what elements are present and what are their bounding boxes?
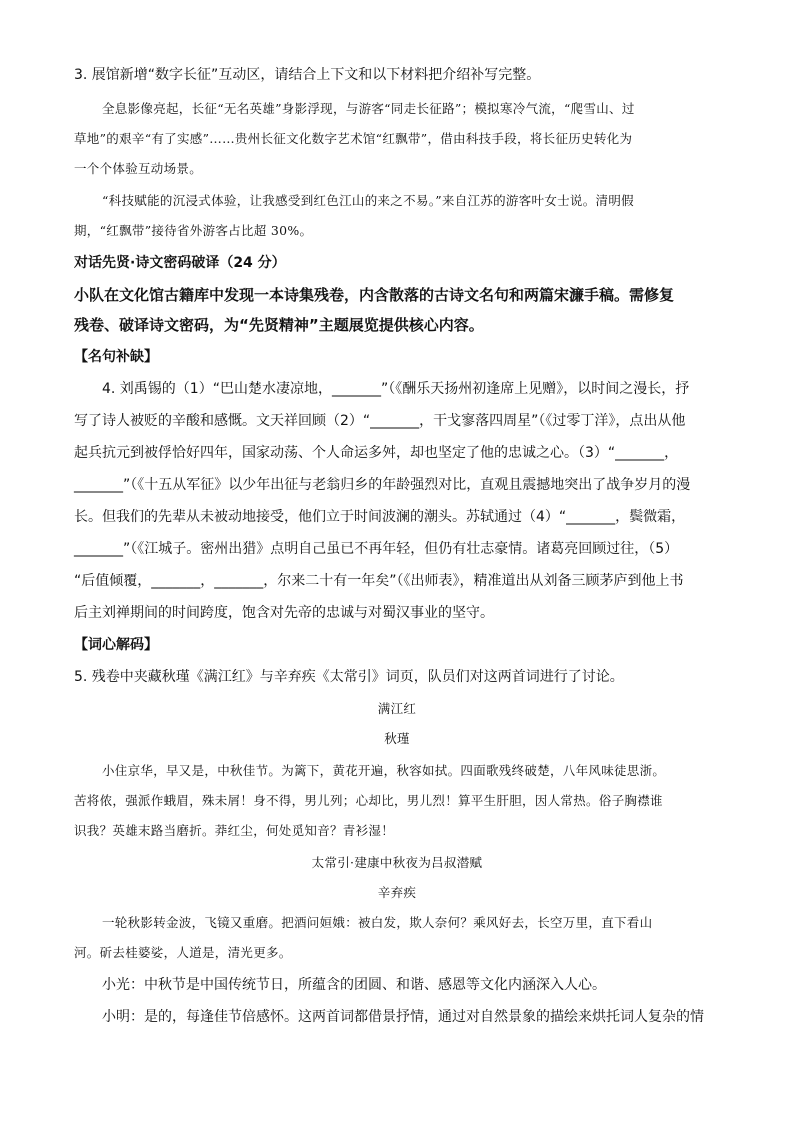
q4-line: 后主刘禅期间的时间跨度，饱含对先帝的忠诚与对蜀汉事业的坚守。 <box>74 605 494 621</box>
poem2-line: 河。斫去桂婆娑，人道是，清光更多。 <box>74 945 292 960</box>
poem1-line: 苦将侬，强派作蛾眉，殊未屑！身不得，男儿列；心却比，男儿烈！算平生肝胆，因人常热。俗子胸襟谁 <box>74 793 663 808</box>
q4-line: 4. 刘禹锡的（1）“巴山楚水凄凉地，_______”（《酬乐天扬州初逢席上见赠》，以时间之漫长，抒 <box>102 381 690 397</box>
poem1-line: 小住京华，早又是，中秋佳节。为篱下，黄花开遍，秋容如拭。四面歌残终破楚，八年风味徒思浙。 <box>102 763 666 778</box>
q4-line: 写了诗人被贬的辛酸和感慨。文天祥回顾（2）“_______，干戈寥落四周星”（《过零丁洋》，点出从他 <box>74 413 686 429</box>
dialogue-line: 小明：是的，每逢佳节倍感怀。这两首词都借景抒情，通过对自然景象的描绘来烘托词人复杂的情 <box>102 1009 704 1025</box>
section-title: 对话先贤·诗文密码破译（24 分） <box>74 255 286 271</box>
dialogue-line: 小光：中秋节是中国传统节日，所蕴含的团圆、和谐、感恩等文化内涵深入人心。 <box>102 977 606 993</box>
poem2-line: 一轮秋影转金波，飞镜又重磨。把酒问姮娥：被白发，欺人奈何？乘风好去，长空万里，直下看山 <box>102 915 653 930</box>
subsection-heading-ci: 【词心解码】 <box>74 637 158 653</box>
q4-line: 长。但我们的先辈从未被动地接受，他们立于时间波澜的潮头。苏轼通过（4）“_______，鬓微霜， <box>74 509 686 525</box>
poem1-title: 满江红 <box>377 701 417 716</box>
poem2-author: 辛弃疾 <box>377 885 417 900</box>
subsection-heading-quotes: 【名句补缺】 <box>74 349 158 365</box>
section-intro-line: 残卷、破译诗文密码，为“先贤精神”主题展览提供核心内容。 <box>74 316 484 334</box>
question-5-intro: 5. 残卷中夹藏秋瑾《满江红》与辛弃疾《太常引》词页，队员们对这两首词进行了讨论。 <box>74 669 624 685</box>
poem1-author: 秋瑾 <box>384 731 410 746</box>
q3-material-line: 全息影像亮起，长征“无名英雄”身影浮现，与游客“同走长征路”；模拟寒冷气流，“爬雪山、过 <box>102 101 635 116</box>
question-3-prompt: 3. 展馆新增“数字长征”互动区，请结合上下文和以下材料把介绍补写完整。 <box>74 67 541 83</box>
q3-material-line: 一个个体验互动场景。 <box>74 161 203 176</box>
q3-material-line: 期，“红飘带”接待省外游客占比超 30%。 <box>74 223 313 238</box>
poem1-line: 识我？英雄末路当磨折。莽红尘，何处觅知音？青衫湿！ <box>74 823 395 838</box>
q4-line: “后值倾覆，_______，_______，尔来二十有一年矣”（《出师表》，精准道出从刘备三顾茅庐到他上书 <box>74 573 684 589</box>
q4-line: _______”（《十五从军征》以少年出征与老翁归乡的年龄强烈对比，直观且震撼地突出了战争岁月的漫 <box>74 477 691 493</box>
q4-line: _______”（《江城子。密州出猎》点明自己虽已不再年轻，但仍有壮志豪情。诸葛亮回顾过往，（5） <box>74 541 679 557</box>
q3-material-line: 草地”的艰辛“有了实感”……贵州长征文化数字艺术馆“红飘带”，借由科技手段，将长征历史转化为 <box>74 131 633 146</box>
section-intro-line: 小队在文化馆古籍库中发现一本诗集残卷，内含散落的古诗文名句和两篇宋濂手稿。需修复 <box>74 286 675 304</box>
q3-material-line: “科技赋能的沉浸式体验，让我感受到红色江山的来之不易。”来自江苏的游客叶女士说。清明假 <box>102 193 634 208</box>
poem2-title: 太常引·建康中秋夜为吕叔潜赋 <box>311 855 483 870</box>
q4-line: 起兵抗元到被俘恰好四年，国家动荡、个人命运多舛，却也坚定了他的忠诚之心。（3）“_______， <box>74 445 679 461</box>
